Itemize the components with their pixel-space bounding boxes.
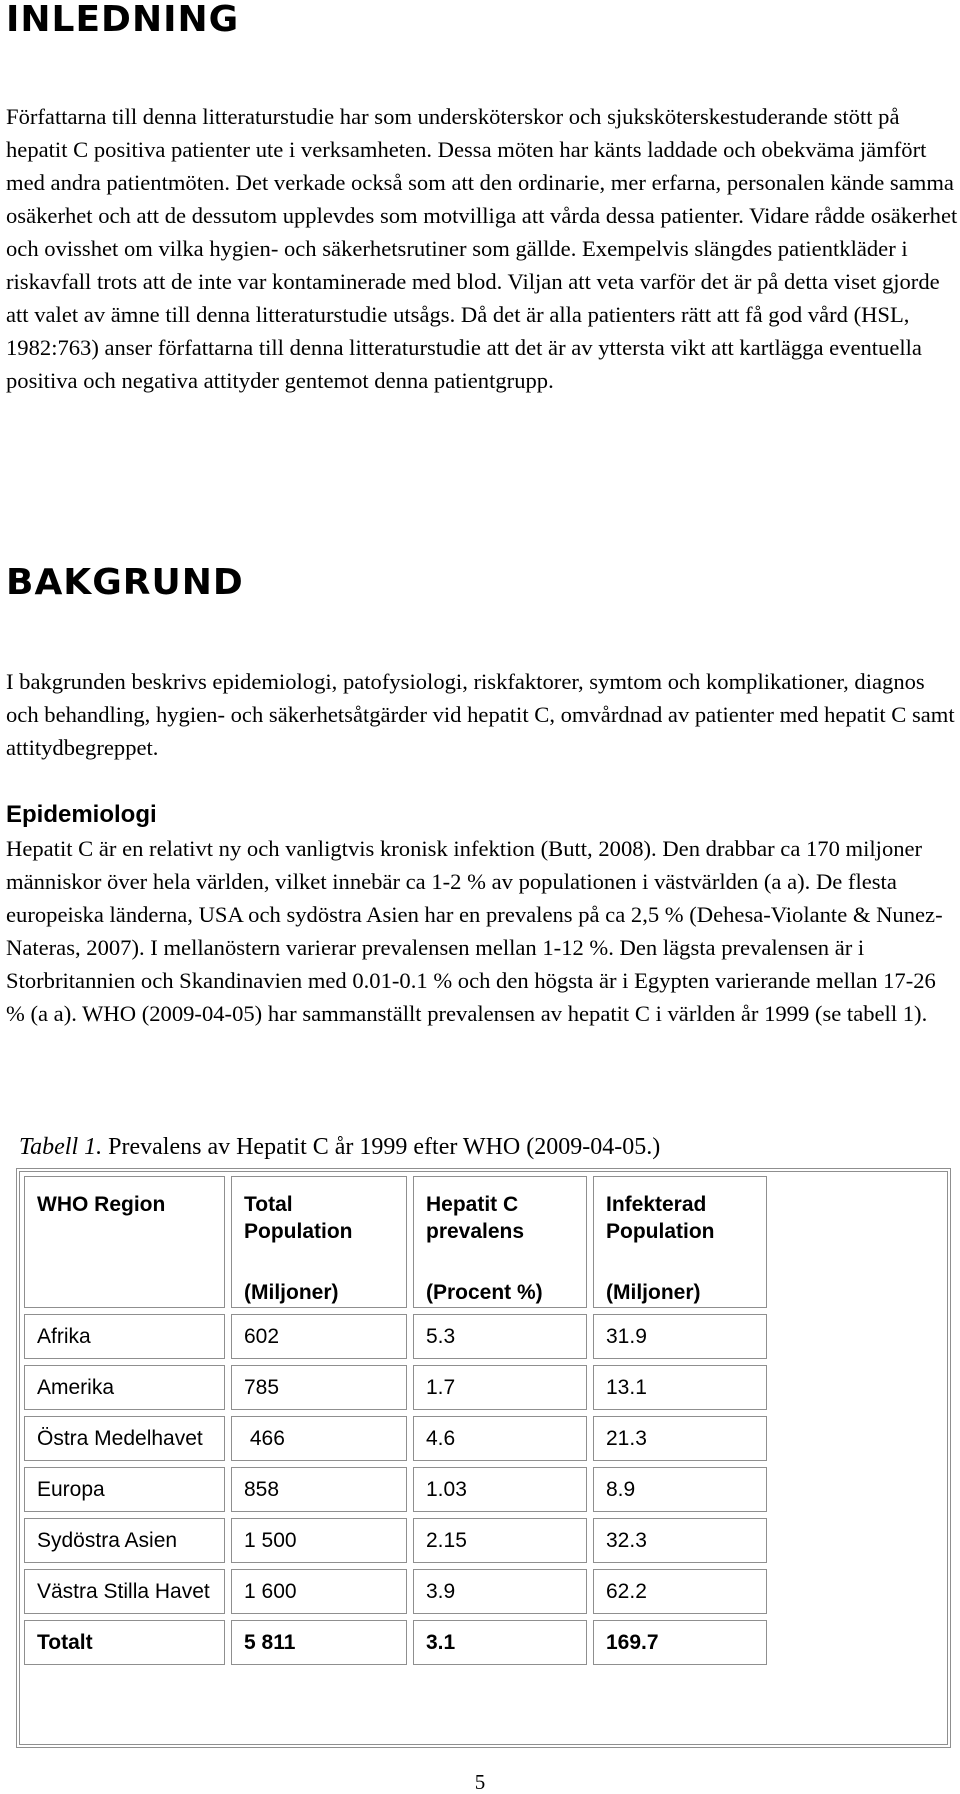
table-cell-value: 2.15 bbox=[426, 1529, 467, 1552]
table-header-unit: (Procent %) bbox=[426, 1281, 543, 1304]
table-cell bbox=[24, 1314, 225, 1359]
table-cell-value: 5.3 bbox=[426, 1325, 456, 1348]
table-cell-value: 21.3 bbox=[606, 1427, 647, 1450]
table-cell bbox=[413, 1416, 587, 1461]
table-cell-value: 32.3 bbox=[606, 1529, 647, 1552]
table-cell-value: 62.2 bbox=[606, 1580, 647, 1603]
table-header-unit: (Miljoner) bbox=[606, 1281, 701, 1304]
table-cell-value: Amerika bbox=[37, 1376, 115, 1399]
table-cell-value: 1.7 bbox=[426, 1376, 456, 1399]
paragraph-inledning: Författarna till denna litteraturstudie har som undersköterskor och sjuksköterskestuderande stött på hepatit C positiva patienter ute i verksamheten. Dessa möten har känts laddade och obekväma jämfört med andra patientmöten. Det verkade också som att den ordinarie, mer erfarna, personalen kände samma osäkerhet och att de dessutom upplevdes som motvilliga att vårda dessa patienter. Vidare rådde osäkerhet och ovisshet om vilka hygien- och säkerhetsrutiner som gällde. Exempelvis slängdes patientkläder i riskavfall trots att de inte var kontaminerade med blod. Viljan att veta varför det är på detta viset gjorde att valet av ämne till denna litteraturstudie utsågs. Då det är alla patienters rätt att få god vård (HSL, 1982:763) anser författarna till denna litteraturstudie att det är av yttersta vikt att kartlägga eventuella positiva och negativa attityder gentemot denna patientgrupp. bbox=[6, 104, 958, 393]
table-cell-value: 602 bbox=[244, 1325, 280, 1348]
paragraph-epidemiologi: Hepatit C är en relativt ny och vanligtvis kronisk infektion (Butt, 2008). Den drabbar ca 170 miljoner människor över hela världen, vilket innebär ca 1-2 % av populationen i västvärlden (a a). De flesta europeiska länderna, USA och sydöstra Asien har en prevalens på ca 2,5 % (Dehesa-Violante & Nunez-Nateras, 2007). I mellanöstern varierar prevalensen mellan 1-12 %. Den lägsta prevalensen är i Storbritannien och Skandinavien med 0.01-0.1 % och den högsta är i Egypten varierande mellan 17-26 % (a a). WHO (2009-04-05) har sammanställt prevalensen av hepatit C i världen år 1999 (se tabell 1). bbox=[6, 836, 943, 1026]
table-cell bbox=[593, 1314, 767, 1359]
table-cell-value: 858 bbox=[244, 1478, 280, 1501]
table-cell bbox=[231, 1416, 407, 1461]
table-caption-text: Prevalens av Hepatit C år 1999 efter WHO (2009-04-05.) bbox=[102, 1134, 661, 1160]
table-total-cell bbox=[231, 1620, 407, 1665]
table-header-cell bbox=[593, 1176, 767, 1308]
table-cell-value: 5 811 bbox=[244, 1631, 296, 1654]
table-header-title: Total Population bbox=[244, 1193, 353, 1243]
table-cell-value: 3.1 bbox=[426, 1631, 456, 1654]
prevalence-table-grid bbox=[19, 1171, 948, 1745]
table-cell bbox=[24, 1569, 225, 1614]
table-cell-value: 4.6 bbox=[426, 1427, 456, 1450]
table-cell bbox=[593, 1416, 767, 1461]
table-cell bbox=[413, 1314, 587, 1359]
table-cell-value: Afrika bbox=[37, 1325, 91, 1348]
table-cell-value: Totalt bbox=[37, 1631, 93, 1654]
table-cell-value: Europa bbox=[37, 1478, 105, 1501]
table-header-unit: (Miljoner) bbox=[244, 1281, 339, 1304]
table-cell bbox=[593, 1569, 767, 1614]
table-cell bbox=[231, 1518, 407, 1563]
table-cell-value: 1.03 bbox=[426, 1478, 467, 1501]
table-cell bbox=[231, 1365, 407, 1410]
table-cell-value: 1 600 bbox=[244, 1580, 297, 1603]
table-total-cell bbox=[593, 1620, 767, 1665]
table-cell-value: 1 500 bbox=[244, 1529, 297, 1552]
table-header-cell bbox=[231, 1176, 407, 1308]
table-cell-value: 466 bbox=[244, 1427, 285, 1450]
heading-epidemiologi: Epidemiologi bbox=[6, 801, 157, 828]
table-header-title: Infekterad Population bbox=[606, 1193, 715, 1243]
table-cell bbox=[413, 1569, 587, 1614]
table-cell bbox=[24, 1518, 225, 1563]
table-caption bbox=[19, 1131, 660, 1163]
table-cell-value: Västra Stilla Havet bbox=[37, 1580, 210, 1603]
table-header-title: WHO Region bbox=[37, 1193, 166, 1216]
heading-bakgrund: BAKGRUND bbox=[6, 562, 244, 603]
table-cell-value: 169.7 bbox=[606, 1631, 659, 1654]
prevalence-table bbox=[16, 1168, 951, 1748]
table-cell bbox=[24, 1416, 225, 1461]
table-cell bbox=[231, 1314, 407, 1359]
table-cell-value: Östra Medelhavet bbox=[37, 1427, 203, 1450]
table-cell bbox=[413, 1467, 587, 1512]
paragraph-bakgrund: I bakgrunden beskrivs epidemiologi, patofysiologi, riskfaktorer, symtom och komplikationer, diagnos och behandling, hygien- och säkerhetsåtgärder vid hepatit C, omvårdnad av patienter med hepatit C samt attitydbegreppet. bbox=[6, 669, 955, 760]
table-cell-value: Sydöstra Asien bbox=[37, 1529, 178, 1552]
table-cell-value: 13.1 bbox=[606, 1376, 647, 1399]
table-cell-value: 785 bbox=[244, 1376, 280, 1399]
table-cell bbox=[413, 1518, 587, 1563]
table-cell bbox=[413, 1365, 587, 1410]
table-caption-label: Tabell 1. bbox=[19, 1134, 103, 1160]
table-cell bbox=[231, 1569, 407, 1614]
page-number: 5 bbox=[474, 1770, 486, 1794]
table-header-cell bbox=[413, 1176, 587, 1308]
table-cell-value: 8.9 bbox=[606, 1478, 636, 1501]
table-cell-value: 3.9 bbox=[426, 1580, 456, 1603]
table-cell bbox=[593, 1365, 767, 1410]
table-total-cell bbox=[24, 1620, 225, 1665]
table-cell bbox=[231, 1467, 407, 1512]
table-header-title: Hepatit C prevalens bbox=[426, 1193, 525, 1243]
table-cell-value: 31.9 bbox=[606, 1325, 647, 1348]
heading-inledning: INLEDNING bbox=[6, 0, 240, 40]
table-cell bbox=[593, 1467, 767, 1512]
table-cell bbox=[24, 1467, 225, 1512]
table-cell bbox=[593, 1518, 767, 1563]
table-total-cell bbox=[413, 1620, 587, 1665]
table-cell bbox=[24, 1365, 225, 1410]
table-header-cell bbox=[24, 1176, 225, 1308]
